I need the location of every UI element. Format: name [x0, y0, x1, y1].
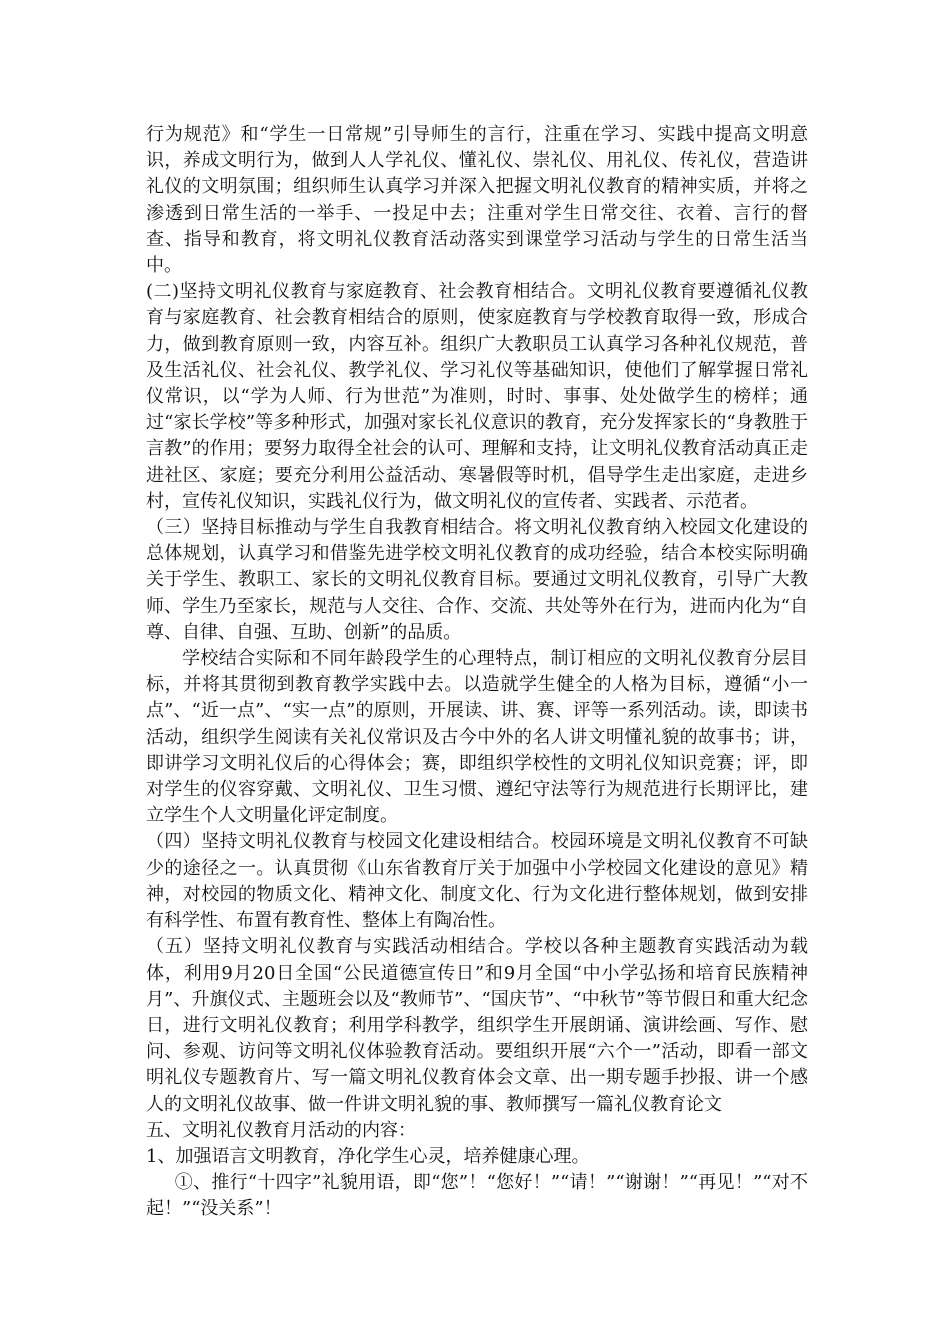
subheading-1: 1、加强语言文明教育，净化学生心灵，培养健康心理。: [146, 1145, 590, 1167]
paragraph-list-1: ①、推行“十四字”礼貌用语，即“您”！“您好！”“请！”“谢谢！”“再见！”“对不起！”“没关系”！: [146, 1172, 808, 1220]
paragraph-4: 学校结合实际和不同年龄段学生的心理特点，制订相应的文明礼仪教育分层目标，并将其贯彻到教育教学实践中去。以造就学生健全的人格为目标，遵循“小一点”、“近一点”、“实一点”的原则，开展读、讲、赛、评等一系列活动。读，即读书活动，组织学生阅读有关礼仪常识及古今中外的名人讲文明懂礼貌的故事书；讲，即讲学习文明礼仪后的心得体会；赛，即组织学校性的文明礼仪知识竞赛；评，即对学生的仪容穿戴、文明礼仪、卫生习惯、遵纪守法等行为规范进行长期评比，建立学生个人文明量化评定制度。: [146, 648, 808, 827]
section-heading-5: 五、文明礼仪教育月活动的内容：: [146, 1119, 416, 1141]
paragraph-5: （四）坚持文明礼仪教育与校园文化建设相结合。校园环境是文明礼仪教育不可缺少的途径之一。认真贯彻《山东省教育厅关于加强中小学校园文化建设的意见》精神，对校园的物质文化、精神文化、制度文化、行为文化进行整体规划，做到安排有科学性、布置有教育性、整体上有陶冶性。: [146, 831, 808, 932]
paragraph-1: 行为规范》和“学生一日常规”引导师生的言行，注重在学习、实践中提高文明意识，养成文明行为，做到人人学礼仪、懂礼仪、崇礼仪、用礼仪、传礼仪，营造讲礼仪的文明氛围；组织师生认真学习并深入把握文明礼仪教育的精神实质，并将之渗透到日常生活的一举手、一投足中去；注重对学生日常交往、衣着、言行的督查、指导和教育，将文明礼仪教育活动落实到课堂学习活动与学生的日常生活当中。: [146, 124, 808, 277]
document-body: [146, 122, 808, 1223]
paragraph-2: (二)坚持文明礼仪教育与家庭教育、社会教育相结合。文明礼仪教育要遵循礼仪教育与家庭教育、社会教育相结合的原则，使家庭教育与学校教育取得一致，形成合力，做到教育原则一致，内容互补。组织广大教职员工认真学习各种礼仪规范，普及生活礼仪、社会礼仪、教学礼仪、学习礼仪等基础知识，使他们了解掌握日常礼仪常识，以“学为人师、行为世范”为准则，时时、事事、处处做学生的榜样；通过“家长学校”等多种形式，加强对家长礼仪意识的教育，充分发挥家长的“身教胜于言教”的作用；要努力取得全社会的认可、理解和支持，让文明礼仪教育活动真正走进社区、家庭；要充分利用公益活动、寒暑假等时机，倡导学生走出家庭，走进乡村，宣传礼仪知识，实践礼仪行为，做文明礼仪的宣传者、实践者、示范者。: [146, 281, 808, 512]
paragraph-3: （三）坚持目标推动与学生自我教育相结合。将文明礼仪教育纳入校园文化建设的总体规划，认真学习和借鉴先进学校文明礼仪教育的成功经验，结合本校实际明确关于学生、教职工、家长的文明礼仪教育目标。要通过文明礼仪教育，引导广大教师、学生乃至家长，规范与人交往、合作、交流、共处等外在行为，进而内化为“自尊、自律、自强、互助、创新”的品质。: [146, 517, 808, 643]
paragraph-6: （五）坚持文明礼仪教育与实践活动相结合。学校以各种主题教育实践活动为载体，利用9月20日全国“公民道德宣传日”和9月全国“中小学弘扬和培育民族精神月”、升旗仪式、主题班会以及“教师节”、“国庆节”、“中秋节”等节假日和重大纪念日，进行文明礼仪教育；利用学科教学，组织学生开展朗诵、演讲绘画、写作、慰问、参观、访问等文明礼仪体验教育活动。要组织开展“六个一”活动，即看一部文明礼仪专题教育片、写一篇文明礼仪教育体会文章、出一期专题手抄报、讲一个感人的文明礼仪故事、做一件讲文明礼貌的事、教师撰写一篇礼仪教育论文: [146, 936, 808, 1115]
